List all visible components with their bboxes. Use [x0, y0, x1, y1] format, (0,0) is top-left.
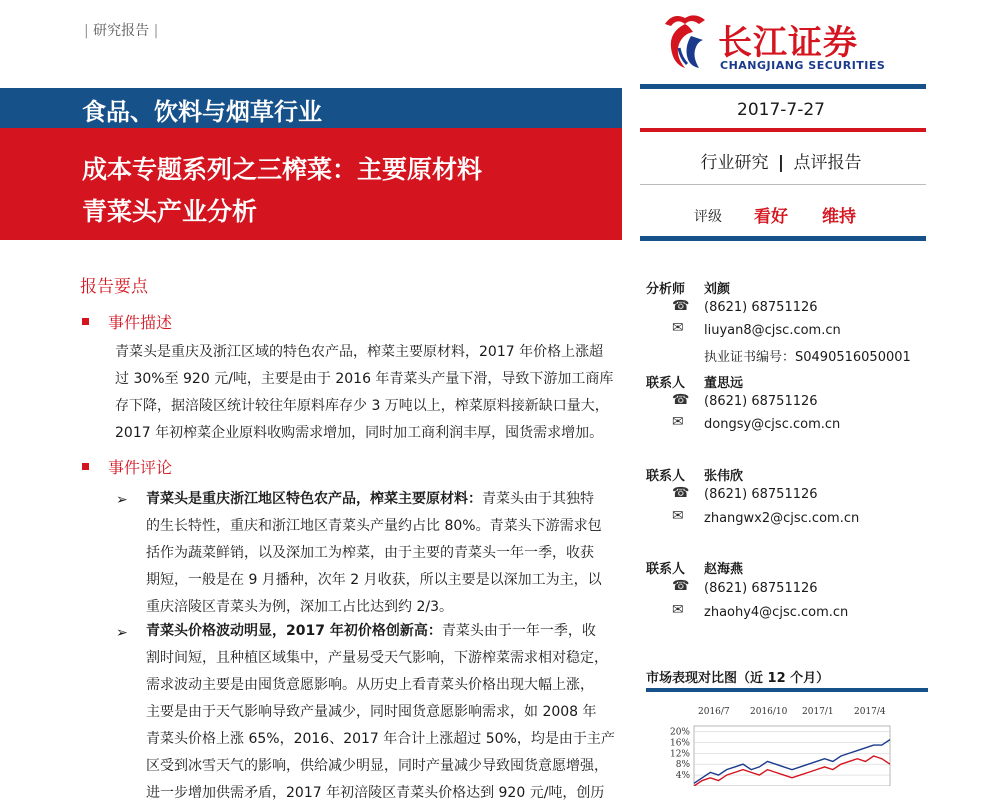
meta-rule-red [640, 128, 926, 132]
x-tick-label: 2017/1 [802, 707, 834, 717]
arrow-bullet-icon: ➢ [116, 625, 128, 641]
comment-point-2: 青菜头价格波动明显，2017 年初价格创新高：青菜头由于一年一季，收 割时间短，且种植区域集中，产量易受天气影响，下游榨菜需求相对稳定， 需求波动主要是由囤货意愿影响。从历史上看青菜头价格出现大幅上涨， 主要是由于天气影响导致产量减少，同时囤货意愿影响需求，如 2008 年 青菜头价格上涨 65%，2016、2017 年合计上涨超过 50%，均是由于主产 区受到冰雪天气的影响，供给减少明显，同时产量减少导致囤货意愿增强， 进一步增加供需矛盾，2017 年初涪陵区青菜头价格达到 920 元/吨，创历 [146, 623, 615, 801]
arrow-bullet-icon: ➢ [116, 492, 128, 508]
doc-type-label: | 研究报告 | [84, 23, 159, 39]
contact1-phone: (8621) 68751126 [704, 394, 818, 409]
x-tick-label: 2016/10 [750, 707, 788, 717]
square-bullet-icon [82, 318, 89, 325]
square-bullet-icon [82, 463, 89, 470]
y-tick-label: 16% [669, 738, 690, 749]
analyst-cert: 执业证书编号：S0490516050001 [704, 350, 911, 365]
contact2-name: 张伟欣 [704, 469, 744, 484]
x-tick-label: 2017/4 [854, 707, 886, 717]
phone-icon: ☎ [672, 298, 690, 314]
contact2-phone: (8621) 68751126 [704, 487, 818, 502]
chart-title: 市场表现对比图（近 12 个月） [646, 671, 830, 686]
phone-icon: ☎ [672, 392, 690, 408]
y-tick-label: 12% [669, 749, 690, 760]
rating-action: 维持 [822, 207, 856, 227]
x-tick-label: 2016/7 [698, 707, 730, 717]
rating-value: 看好 [754, 207, 788, 227]
meta-rule-bottom [640, 236, 926, 241]
phone-icon: ☎ [672, 485, 690, 501]
y-tick-label: 8% [675, 760, 690, 771]
y-tick-label: 20% [669, 727, 690, 738]
logo-chinese-text: 长江证券 [718, 23, 858, 63]
contact-role: 联系人 [646, 562, 686, 577]
report-title-line2: 青菜头产业分析 [82, 197, 258, 226]
event-desc-heading: 事件描述 [108, 313, 173, 332]
report-title-line1: 成本专题系列之三榨菜：主要原材料 [82, 155, 483, 184]
analyst-name: 刘颜 [704, 282, 731, 297]
contact3-name: 赵海燕 [704, 562, 744, 577]
event-comment-heading: 事件评论 [108, 458, 173, 477]
contact2-email[interactable]: zhangwx2@cjsc.com.cn [704, 511, 860, 526]
logo-english-text: CHANGJIANG SECURITIES [720, 59, 886, 72]
meta-divider [640, 184, 926, 185]
envelope-icon: ✉ [672, 414, 684, 430]
performance-chart [646, 696, 928, 786]
contact1-email[interactable]: dongsy@cjsc.com.cn [704, 417, 841, 432]
contact3-email[interactable]: zhaohy4@cjsc.com.cn [704, 605, 849, 620]
phone-icon: ☎ [672, 578, 690, 594]
comment-point-1: 青菜头是重庆浙江地区特色农产品，榨菜主要原材料：青菜头由于其独特 的生长特性，重庆和浙江地区青菜头产量约占比 80%。青菜头下游需求包 括作为蔬菜鲜销，以及深加工为榨菜，由于主要的青菜头一年一季，收获 期短，一般是在 9 月播种，次年 2 月收获，所以主要是以深加工为主，以 重庆涪陵区青菜头为例，深加工占比达到约 2/3。 [146, 491, 602, 615]
analyst-email[interactable]: liuyan8@cjsc.com.cn [704, 323, 841, 338]
rating-label: 评级 [694, 209, 722, 225]
report-category: 行业研究 | 点评报告 [700, 153, 862, 173]
y-tick-label: 4% [675, 771, 690, 782]
contact3-phone: (8621) 68751126 [704, 581, 818, 596]
section-title: 报告要点 [80, 277, 148, 297]
envelope-icon: ✉ [672, 602, 684, 618]
meta-rule-top [640, 84, 926, 89]
analyst-role: 分析师 [646, 282, 686, 297]
contact1-name: 董思远 [704, 376, 744, 391]
contact-role: 联系人 [646, 469, 686, 484]
envelope-icon: ✉ [672, 508, 684, 524]
envelope-icon: ✉ [672, 320, 684, 336]
analyst-phone: (8621) 68751126 [704, 300, 818, 315]
report-date: 2017-7-27 [737, 100, 825, 120]
contact-role: 联系人 [646, 376, 686, 391]
changjiang-logo-icon [655, 10, 713, 72]
event-desc-text: 青菜头是重庆及浙江区域的特色农产品，榨菜主要原材料，2017 年价格上涨超 过 30%至 920 元/吨，主要是由于 2016 年青菜头产量下滑，导致下游加工商库 存下降，据涪陵区统计较往年原料库存少 3 万吨以上，榨菜原料接新缺口量大， 2017 年初榨菜企业原料收购需求增加，同时加工商利润丰厚，囤货需求增加。 [115, 344, 614, 441]
sector-title: 食品、饮料与烟草行业 [82, 98, 322, 126]
chart-rule [646, 688, 928, 692]
